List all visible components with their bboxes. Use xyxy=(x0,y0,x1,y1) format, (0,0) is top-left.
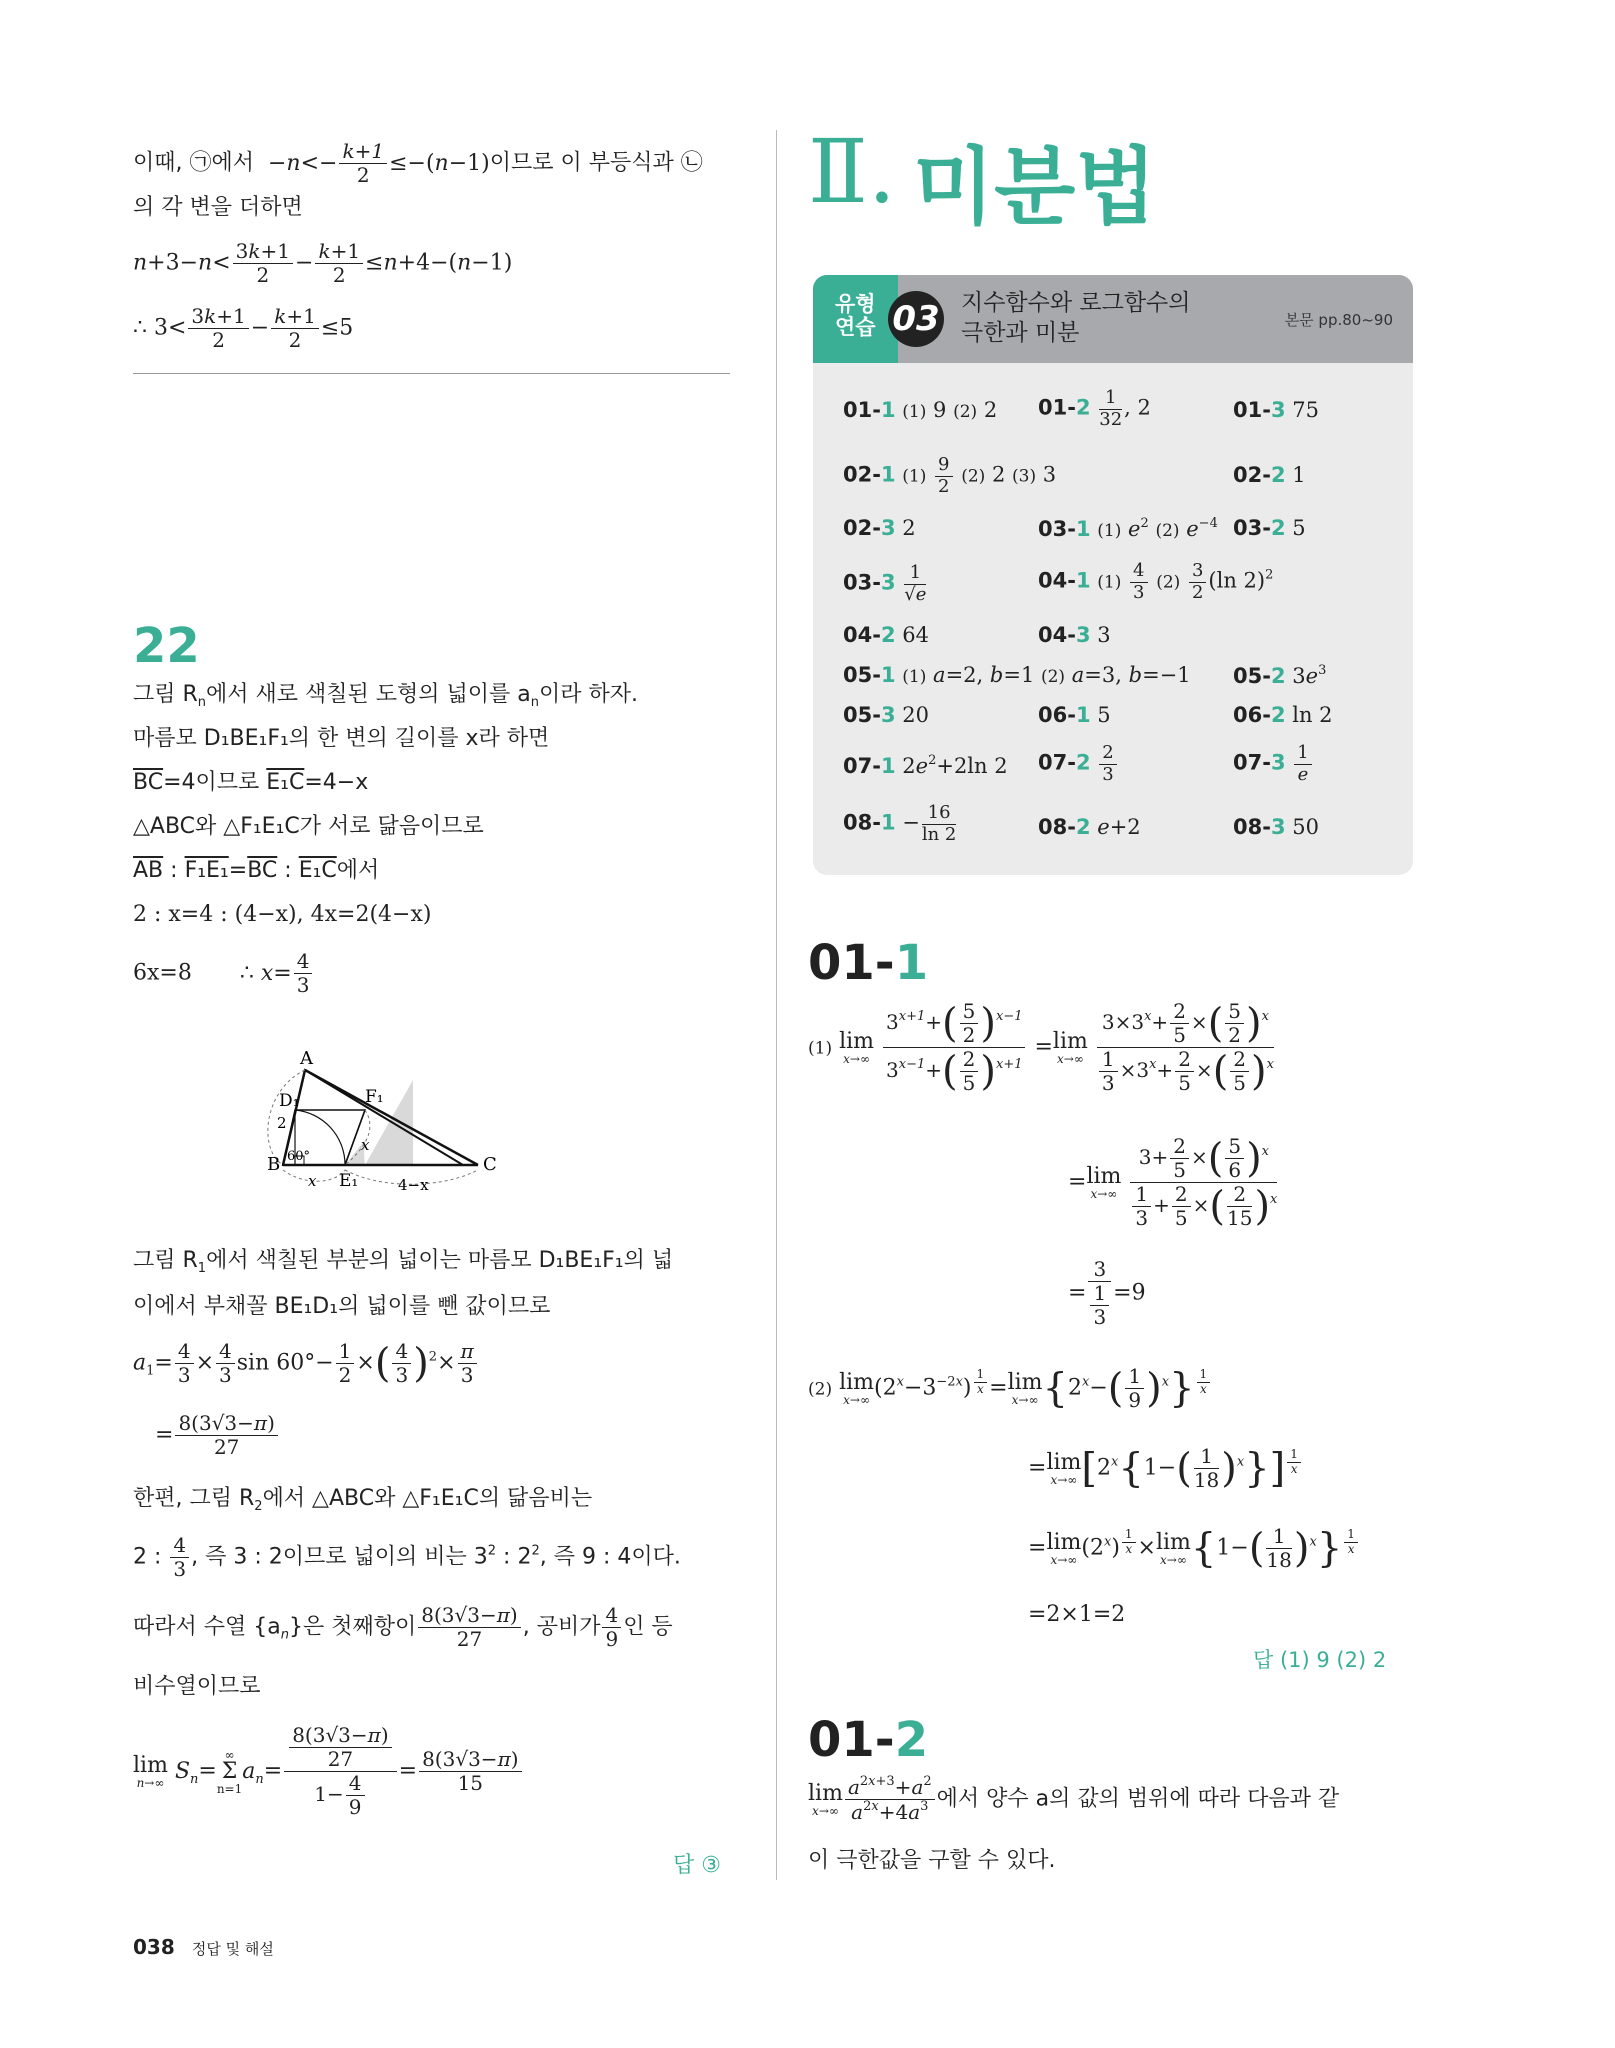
page-reference: 본문 pp.80~90 xyxy=(1284,311,1393,329)
text-line: 한편, 그림 $R_2$에서 △ABC와 △F₁E₁C의 닮음비는 xyxy=(133,1486,593,1514)
svg-text:D₁: D₁ xyxy=(279,1091,300,1111)
svg-text:A: A xyxy=(300,1048,313,1069)
svg-text:C: C xyxy=(483,1154,497,1175)
section-number: 03 xyxy=(888,291,944,347)
text-line: 이때, ㉠에서 −n<− $\frac{k+1}{2}$ ≤−(n−1)이므로 이 부등식과 ㉡ xyxy=(133,139,703,187)
equation: = $\frac{3}{\frac{1}{3}}$ =9 xyxy=(1068,1257,1146,1329)
answer: 답 ③ xyxy=(673,1853,721,1878)
equation: = $\frac{8(3√3-\pi)}{27}$ xyxy=(155,1412,280,1459)
equation: n+3−n< $\frac{3k+1}{2}$ − $\frac{k+1}{2}$ ≤n+4−(n−1) xyxy=(133,239,513,287)
answer-item: 01-2 $\frac{1}{32}$ , 2 xyxy=(1038,387,1151,430)
svg-text:B: B xyxy=(267,1154,281,1175)
answer-item: 06-1 5 xyxy=(1038,703,1111,727)
divider xyxy=(133,373,730,374)
answer-item: 06-2 ln 2 xyxy=(1233,703,1333,727)
equation: 2 : x=4 : (4−x), 4x=2(4−x) xyxy=(133,902,432,927)
footer-title: 정답 및 해설 xyxy=(191,1940,274,1958)
section-title: 지수함수와 로그함수의 극한과 미분 xyxy=(961,290,1191,346)
equation: = lim x→∞ 3+ $\frac{2}{5}$ ×( $\frac{5}{6}$ )$^x$ $\frac{1}{3}$ + $\frac{2}{5}$ ×( $\frac{2}{15}$ )$^x$ xyxy=(1068,1134,1278,1230)
problem-heading: 01-2 xyxy=(808,1712,929,1768)
text-line: 이에서 부채꼴 BE₁D₁의 넓이를 뺀 값이므로 xyxy=(133,1294,551,1319)
problem-number: 22 xyxy=(133,618,200,674)
equation: $a_1=$ $\frac{4}{3}$ × $\frac{4}{3}$ sin 60°− $\frac{1}{2}$ ×( $\frac{4}{3}$ )$^2$× $\frac{\pi}{3}$ xyxy=(133,1340,479,1387)
text-line: lim x→∞ $\frac{a^{2x+3}+a^2}{a^{2x}+4a^3}$ 에서 양수 a의 값의 범위에 따라 다음과 같 xyxy=(808,1774,1340,1824)
svg-text:4−x: 4−x xyxy=(398,1176,429,1194)
answer-item: 02-2 1 xyxy=(1233,463,1306,487)
triangle-figure xyxy=(253,1030,593,1220)
answer-box xyxy=(813,363,1413,875)
svg-text:x: x xyxy=(308,1172,317,1190)
footer xyxy=(133,1935,274,1959)
answer-item: 07-3 $\frac{1}{e}$ xyxy=(1233,743,1314,785)
chapter-title: 미분법 xyxy=(913,138,1157,236)
answer-item: 03-2 5 xyxy=(1233,516,1306,540)
text-line: 따라서 수열 $\{a_n\}$은 첫째항이 $\frac{8(3√3-\pi)}{27}$ , 공비가 $\frac{4}{9}$ 인 등 xyxy=(133,1603,673,1651)
svg-text:2: 2 xyxy=(277,1114,287,1132)
answer-item: 02-1 (1) $\frac{9}{2}$ (2) 2 (3) 3 xyxy=(843,454,1057,497)
text-line: △ABC와 △F₁E₁C가 서로 닮음이므로 xyxy=(133,814,484,839)
answer-item: 04-2 64 xyxy=(843,623,929,647)
equation: = lim x→∞ [$2^x\{1-$( $\frac{1}{18}$ )$^x$}] $^{\frac{1}{x}}$ xyxy=(1028,1445,1303,1492)
section-header xyxy=(813,275,1413,363)
column-divider xyxy=(776,130,777,1880)
equation: lim n→∞ $S_n=$ ∞ Σ n=1 $a_n=$ $\frac{8(3√3-\pi)}{27}$ 1− $\frac{4}{9}$ = $\frac{8(3√3-\pi)}{15}$ xyxy=(133,1724,524,1819)
text: 이때, ㉠에서 xyxy=(133,150,254,176)
svg-text:E₁: E₁ xyxy=(339,1171,359,1191)
text: 이므로 이 부등식과 ㉡ xyxy=(489,150,703,176)
page-number: 038 xyxy=(133,1935,175,1959)
equation: =2×1=2 xyxy=(1028,1602,1126,1627)
svg-text:60°: 60° xyxy=(287,1149,311,1164)
answer-item: 03-3 $\frac{1}{√e}$ xyxy=(843,562,927,605)
text-line: 그림 $R_1$에서 색칠된 부분의 넓이는 마름모 D₁BE₁F₁의 넓 xyxy=(133,1248,674,1276)
text-line: $\overline{BC}=4$이므로 E₁C=4−x xyxy=(133,770,369,795)
answer-item: 08-3 50 xyxy=(1233,815,1319,839)
equation: ∴ 3< $\frac{3k+1}{2}$ − $\frac{k+1}{2}$ ≤5 xyxy=(133,304,354,352)
text-line: $\overline{AB}$ : $F_1E_1=\overline{BC}$ : E₁C에서 xyxy=(133,858,380,883)
svg-text:x: x xyxy=(361,1136,370,1154)
answer-item: 04-1 (1) $\frac{4}{3}$ (2) $\frac{3}{2}$ (ln 2)$^2$ xyxy=(1038,560,1274,603)
section-tag: 유형 연습 xyxy=(813,275,898,363)
equation: = lim x→∞ (2$^x$) $^{\frac{1}{x}}$ × lim x→∞ {1−( $\frac{1}{18}$ )$^x$} $^{\frac{1}{x}}$ xyxy=(1028,1525,1360,1572)
chapter-roman: Ⅱ. xyxy=(808,120,896,223)
answer-item: 08-1 − $\frac{16}{\ln 2}$ xyxy=(843,802,957,845)
answer-item: 05-1 (1) a=2, b=1 (2) a=3, b=−1 xyxy=(843,663,1191,687)
text-line: 2 : $\frac{4}{3}$ , 즉 3 : 2이므로 넓이의 비는 $3^2$ : $2^2$, 즉 9 : 4이다. xyxy=(133,1533,681,1581)
answer-item: 04-3 3 xyxy=(1038,623,1111,647)
equation: 6x=8 ∴ x= $\frac{4}{3}$ xyxy=(133,950,314,997)
text-line: 그림 $R_n$에서 새로 색칠된 도형의 넓이를 $a_n$이라 하자. xyxy=(133,682,639,710)
text-line: 마름모 D₁BE₁F₁의 한 변의 길이를 x라 하면 xyxy=(133,726,550,751)
answer-item: 05-2 $3e^3$ xyxy=(1233,663,1327,688)
answer-item: 07-2 $\frac{2}{3}$ xyxy=(1038,743,1119,785)
text-line: 의 각 변을 더하면 xyxy=(133,195,303,220)
equation: (1) lim x→∞ $3^{x+1}+$( $\frac{5}{2}$ )$^{x-1}$ $3^{x-1}+$( $\frac{2}{5}$ )$^{x+1}$ = lim x→∞ $3\times 3^x+$ $\frac{2}{5}$ ×( $\frac{5}{2}$ )$^x$ $\frac{1}{3}$ $\times 3^x+$ $\frac{2}{5}$ ×( $\frac{2}{5}$ )$^x$ xyxy=(808,999,1274,1095)
answer-item: 07-1 $2e^2+2\ln$ 2 xyxy=(843,753,1008,778)
answer-item: 05-3 20 xyxy=(843,703,929,727)
answer-item: 02-3 2 xyxy=(843,516,916,540)
answer-item: 03-1 (1) $e^2$ (2) $e^{-4}$ xyxy=(1038,516,1218,541)
problem-heading: 01-1 xyxy=(808,935,929,991)
answer-item: 01-1 (1) 9 (2) 2 xyxy=(843,398,998,422)
answer-item: 01-3 75 xyxy=(1233,398,1319,422)
text-line: 이 극한값을 구할 수 있다. xyxy=(808,1848,1056,1873)
answer-item: 08-2 e+2 xyxy=(1038,815,1141,839)
svg-text:F₁: F₁ xyxy=(365,1087,384,1107)
equation: (2) lim x→∞ $(2^x-3^{-2x})$ $^{\frac{1}{x}}$ = lim x→∞ {$2^x-$( $\frac{1}{9}$ )$^x$} $^{\frac{1}{x}}$ xyxy=(808,1365,1212,1412)
answer: 답 (1) 9 (2) 2 xyxy=(1253,1648,1387,1672)
text-line: 비수열이므로 xyxy=(133,1674,261,1699)
